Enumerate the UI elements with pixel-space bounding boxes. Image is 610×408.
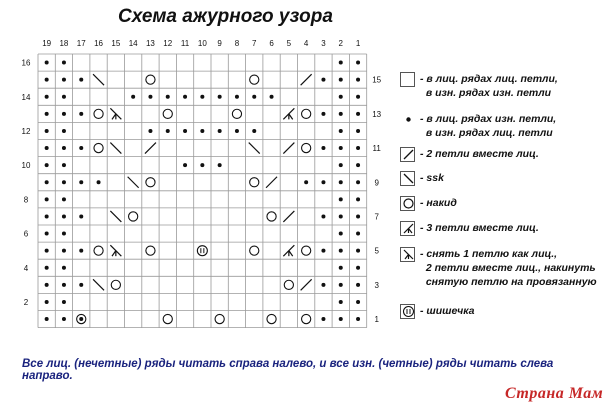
purl-dot — [339, 300, 343, 304]
legend-item-k3tog — [400, 221, 539, 236]
yarn-over-circle — [94, 143, 103, 152]
purl-dot — [62, 232, 66, 236]
column-label: 15 — [111, 39, 121, 48]
purl-dot — [62, 61, 66, 65]
purl-dot — [321, 112, 325, 116]
purl-dot — [148, 95, 152, 99]
yarn-over-circle — [129, 212, 138, 221]
purl-dot — [62, 197, 66, 201]
row-label-left: 10 — [21, 161, 31, 171]
purl-dot — [339, 266, 343, 270]
purl-dot — [62, 78, 66, 82]
purl-dot — [45, 283, 49, 287]
row-label-left: 12 — [21, 126, 31, 136]
purl-dot — [218, 95, 222, 99]
yarn-over-circle — [302, 143, 311, 152]
purl-dot — [79, 249, 83, 253]
purl-dot — [339, 249, 343, 253]
legend-text: - ssk — [420, 172, 444, 184]
purl-dot — [321, 249, 325, 253]
purl-dot — [356, 197, 360, 201]
yarn-over-circle — [267, 314, 276, 323]
slash-left-icon — [400, 171, 415, 186]
purl-dot — [62, 283, 66, 287]
column-label: 9 — [217, 39, 222, 48]
purl-dot — [45, 232, 49, 236]
row-label-left: 16 — [21, 58, 31, 68]
purl-dot — [339, 283, 343, 287]
purl-dot — [339, 129, 343, 133]
purl-dot — [339, 214, 343, 218]
purl-dot — [356, 112, 360, 116]
column-label: 19 — [42, 39, 52, 48]
purl-dot — [45, 180, 49, 184]
purl-dot — [62, 146, 66, 150]
purl-dot — [62, 95, 66, 99]
purl-dot — [356, 163, 360, 167]
purl-dot — [45, 146, 49, 150]
purl-dot — [183, 129, 187, 133]
row-label-right: 1 — [374, 315, 379, 325]
column-label: 18 — [59, 39, 69, 48]
k2tog-slash — [145, 143, 156, 154]
column-label: 5 — [286, 39, 292, 48]
ssk-slash — [110, 143, 121, 154]
k2tog-slash — [283, 211, 294, 222]
yarn-over-circle — [250, 246, 259, 255]
purl-dot — [79, 214, 83, 218]
purl-dot — [62, 317, 66, 321]
site-watermark: Страна Мам — [505, 385, 604, 402]
sk2p-icon — [400, 247, 415, 262]
legend-text: - 3 петли вместе лиц. — [420, 222, 539, 234]
row-label-right: 11 — [372, 144, 381, 154]
purl-dot — [79, 146, 83, 150]
column-label: 7 — [252, 39, 257, 48]
row-label-right: 15 — [372, 75, 382, 85]
yarn-over-circle — [267, 212, 276, 221]
purl-dot — [339, 146, 343, 150]
column-label: 16 — [94, 39, 104, 48]
legend-text: - снять 1 петлю как лиц., 2 петли вместе лиц., накинуть снятую петлю на провязанную — [420, 248, 597, 288]
k2tog-slash — [301, 279, 312, 290]
row-label-left: 14 — [21, 92, 31, 102]
column-label: 6 — [269, 39, 274, 48]
purl-dot — [321, 180, 325, 184]
purl-dot — [321, 283, 325, 287]
purl-dot — [183, 95, 187, 99]
column-label: 12 — [163, 39, 173, 48]
bobble-circle — [197, 246, 207, 256]
purl-dot — [79, 180, 83, 184]
legend-text: - в лиц. рядах изн. петли, в изн. рядах лиц. петли — [420, 113, 557, 139]
ssk-slash — [93, 279, 104, 290]
purl-dot — [200, 129, 204, 133]
purl-dot — [62, 180, 66, 184]
column-label: 1 — [355, 39, 361, 48]
legend-text: - шишечка — [420, 305, 475, 317]
purl-dot — [356, 283, 360, 287]
legend-item-purl — [400, 112, 556, 140]
purl-dot — [45, 266, 49, 270]
purl-dot — [356, 232, 360, 236]
purl-dot — [62, 129, 66, 133]
column-label: 2 — [338, 39, 343, 48]
yarn-over-circle — [215, 314, 224, 323]
row-label-left: 4 — [23, 263, 29, 273]
purl-dot — [62, 163, 66, 167]
purl-dot — [79, 283, 83, 287]
k2tog-slash — [266, 177, 277, 188]
slash-right-icon — [400, 147, 415, 162]
legend-item-sk2p — [400, 247, 597, 289]
purl-dot — [270, 95, 274, 99]
purl-dot — [218, 129, 222, 133]
purl-dot — [356, 317, 360, 321]
yarn-over-circle — [94, 246, 103, 255]
row-label-left: 6 — [23, 229, 29, 239]
column-label: 10 — [197, 39, 207, 48]
purl-dot — [356, 249, 360, 253]
purl-dot — [356, 214, 360, 218]
purl-dot — [45, 129, 49, 133]
purl-dot — [356, 180, 360, 184]
purl-dot — [79, 317, 83, 321]
purl-dot — [339, 163, 343, 167]
purl-dot — [356, 266, 360, 270]
purl-dot — [45, 112, 49, 116]
k2tog-slash — [283, 143, 294, 154]
purl-dot — [304, 180, 308, 184]
column-label: 3 — [321, 39, 326, 48]
legend-item-knit — [400, 72, 558, 100]
column-label: 8 — [234, 39, 240, 48]
k2tog-slash — [301, 74, 312, 85]
legend-item-bobble — [400, 304, 475, 319]
purl-dot — [45, 163, 49, 167]
empty-square-icon — [400, 72, 415, 87]
purl-dot — [200, 95, 204, 99]
column-label: 4 — [303, 39, 309, 48]
purl-dot — [321, 317, 325, 321]
purl-dot — [45, 249, 49, 253]
purl-dot — [45, 317, 49, 321]
purl-dot — [356, 61, 360, 65]
purl-dot — [218, 163, 222, 167]
purl-dot — [321, 146, 325, 150]
purl-dot — [356, 300, 360, 304]
purl-dot — [45, 78, 49, 82]
purl-dot — [339, 232, 343, 236]
purl-dot — [62, 300, 66, 304]
purl-dot — [339, 197, 343, 201]
legend-text: - в лиц. рядах лиц. петли, в изн. рядах изн. петли — [420, 73, 558, 99]
purl-dot — [339, 95, 343, 99]
chart-title: Схема ажурного узора — [118, 6, 333, 27]
purl-dot — [339, 317, 343, 321]
purl-dot — [252, 129, 256, 133]
yarn-over-circle — [302, 109, 311, 118]
purl-dot — [356, 146, 360, 150]
purl-dot — [45, 197, 49, 201]
circle-icon — [400, 196, 415, 211]
purl-dot — [62, 214, 66, 218]
row-label-right: 9 — [374, 178, 379, 188]
row-label-right: 7 — [374, 212, 379, 222]
purl-dot — [339, 78, 343, 82]
purl-dot — [166, 129, 170, 133]
purl-dot — [339, 112, 343, 116]
purl-dot — [45, 61, 49, 65]
purl-dot — [62, 112, 66, 116]
legend-text: - накид — [420, 197, 457, 209]
purl-dot — [183, 163, 187, 167]
column-label: 17 — [76, 39, 86, 48]
yarn-over-circle — [250, 75, 259, 84]
purl-dot — [131, 95, 135, 99]
row-label-right: 5 — [374, 246, 379, 256]
purl-dot — [97, 180, 101, 184]
purl-dot — [235, 95, 239, 99]
row-label-left: 8 — [23, 195, 29, 205]
purl-dot — [200, 163, 204, 167]
yarn-over-circle — [146, 178, 155, 187]
legend-text: - 2 петли вместе лиц. — [420, 148, 539, 160]
yarn-over-circle — [302, 246, 311, 255]
purl-dot — [62, 266, 66, 270]
purl-dot — [339, 180, 343, 184]
purl-dot — [79, 78, 83, 82]
yarn-over-circle — [250, 178, 259, 187]
reading-instructions: Все лиц. (нечетные) ряды читать справа налево, и все изн. (четные) ряды читать слева направо. — [22, 358, 554, 382]
yarn-over-circle — [163, 314, 172, 323]
row-label-left: 2 — [23, 297, 29, 307]
purl-dot — [45, 300, 49, 304]
column-label: 11 — [180, 39, 190, 48]
purl-dot — [45, 214, 49, 218]
column-label: 14 — [128, 39, 138, 48]
bobble-icon — [400, 304, 415, 319]
yarn-over-circle — [94, 109, 103, 118]
yarn-over-circle — [302, 314, 311, 323]
dot-icon — [400, 112, 415, 127]
purl-dot — [45, 95, 49, 99]
yarn-over-circle — [111, 280, 120, 289]
legend-item-ssk — [400, 171, 444, 186]
yarn-over-circle — [232, 109, 241, 118]
purl-dot — [356, 78, 360, 82]
yarn-over-circle — [146, 75, 155, 84]
row-label-right: 13 — [372, 109, 382, 119]
purl-dot — [166, 95, 170, 99]
purl-dot — [339, 61, 343, 65]
ssk-slash — [128, 177, 139, 188]
purl-dot — [356, 95, 360, 99]
yarn-over-circle — [284, 280, 293, 289]
purl-dot — [252, 95, 256, 99]
ssk-slash — [110, 211, 121, 222]
row-label-right: 3 — [374, 280, 379, 290]
yarn-over-circle — [163, 109, 172, 118]
purl-dot — [235, 129, 239, 133]
purl-dot — [62, 249, 66, 253]
ssk-slash — [249, 143, 260, 154]
yarn-over-circle — [146, 246, 155, 255]
purl-dot — [321, 214, 325, 218]
purl-dot — [79, 112, 83, 116]
k3tog-icon — [400, 221, 415, 236]
column-label: 13 — [145, 39, 155, 48]
ssk-slash — [93, 74, 104, 85]
purl-dot — [321, 78, 325, 82]
legend-item-yarn-over — [400, 196, 457, 211]
purl-dot — [148, 129, 152, 133]
legend-item-k2tog — [400, 147, 539, 162]
purl-dot — [356, 129, 360, 133]
